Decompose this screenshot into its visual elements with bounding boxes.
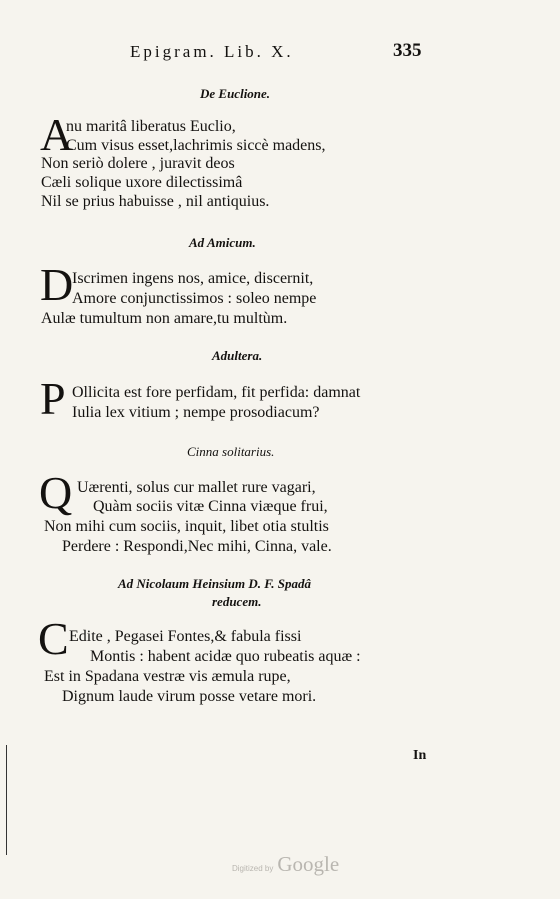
poem-title: Ad Amicum. bbox=[189, 235, 256, 250]
drop-cap: A bbox=[40, 109, 74, 160]
verse-line: Aulæ tumultum non amare,tu multùm. bbox=[41, 310, 288, 327]
verse-line: Ollicita est fore perfidam, fit perfida: damnat bbox=[72, 384, 361, 401]
verse-line: Montis : habent acidæ quo rubeatis aquæ : bbox=[90, 648, 361, 665]
verse-line: Edite , Pegasei Fontes,& fabula fissi bbox=[69, 628, 302, 645]
verse-line: Amore conjunctissimos : soleo nempe bbox=[72, 290, 317, 307]
verse-line: Non seriò dolere , juravit deos bbox=[41, 155, 235, 172]
watermark bbox=[232, 852, 339, 877]
watermark-prefix: Digitized by bbox=[232, 864, 274, 873]
poem-title: Ad Nicolaum Heinsium D. F. Spadâ bbox=[118, 576, 311, 591]
verse-line: Non mihi cum sociis, inquit, libet otia stultis bbox=[44, 518, 329, 535]
verse-line: nu maritâ liberatus Euclio, bbox=[66, 118, 236, 135]
poem-title: Adultera. bbox=[212, 348, 263, 363]
verse-line: Perdere : Respondi,Nec mihi, Cinna, vale. bbox=[62, 538, 332, 555]
verse-line: Iulia lex vitium ; nempe prosodiacum? bbox=[72, 404, 320, 421]
watermark-brand: Google bbox=[277, 852, 340, 876]
poem-title-continued: reducem. bbox=[212, 594, 262, 609]
poem-title: De Euclione. bbox=[200, 86, 271, 101]
verse-line: Est in Spadana vestræ vis æmula rupe, bbox=[44, 668, 291, 685]
running-head: Epigram. Lib. X. bbox=[130, 42, 294, 61]
page-number: 335 bbox=[393, 40, 422, 61]
verse-line: Quàm sociis vitæ Cinna viæque frui, bbox=[93, 498, 328, 515]
drop-cap: P bbox=[40, 373, 66, 424]
page-edge-shadow bbox=[6, 745, 7, 855]
verse-line: Uærenti, solus cur mallet rure vagari, bbox=[77, 479, 316, 496]
poem-title: Cinna solitarius. bbox=[187, 444, 275, 459]
verse-line: Nil se prius habuisse , nil antiquius. bbox=[41, 193, 270, 210]
drop-cap: D bbox=[40, 259, 74, 310]
verse-line: Dignum laude virum posse vetare mori. bbox=[62, 688, 317, 705]
verse-line: Iscrimen ingens nos, amice, discernit, bbox=[72, 270, 314, 287]
verse-line: Cæli solique uxore dilectissimâ bbox=[41, 174, 243, 191]
drop-cap: Q bbox=[39, 467, 73, 518]
verse-line: Cum visus esset,lachrimis siccè madens, bbox=[66, 137, 326, 154]
catchword: In bbox=[413, 748, 427, 763]
drop-cap: C bbox=[38, 613, 69, 664]
